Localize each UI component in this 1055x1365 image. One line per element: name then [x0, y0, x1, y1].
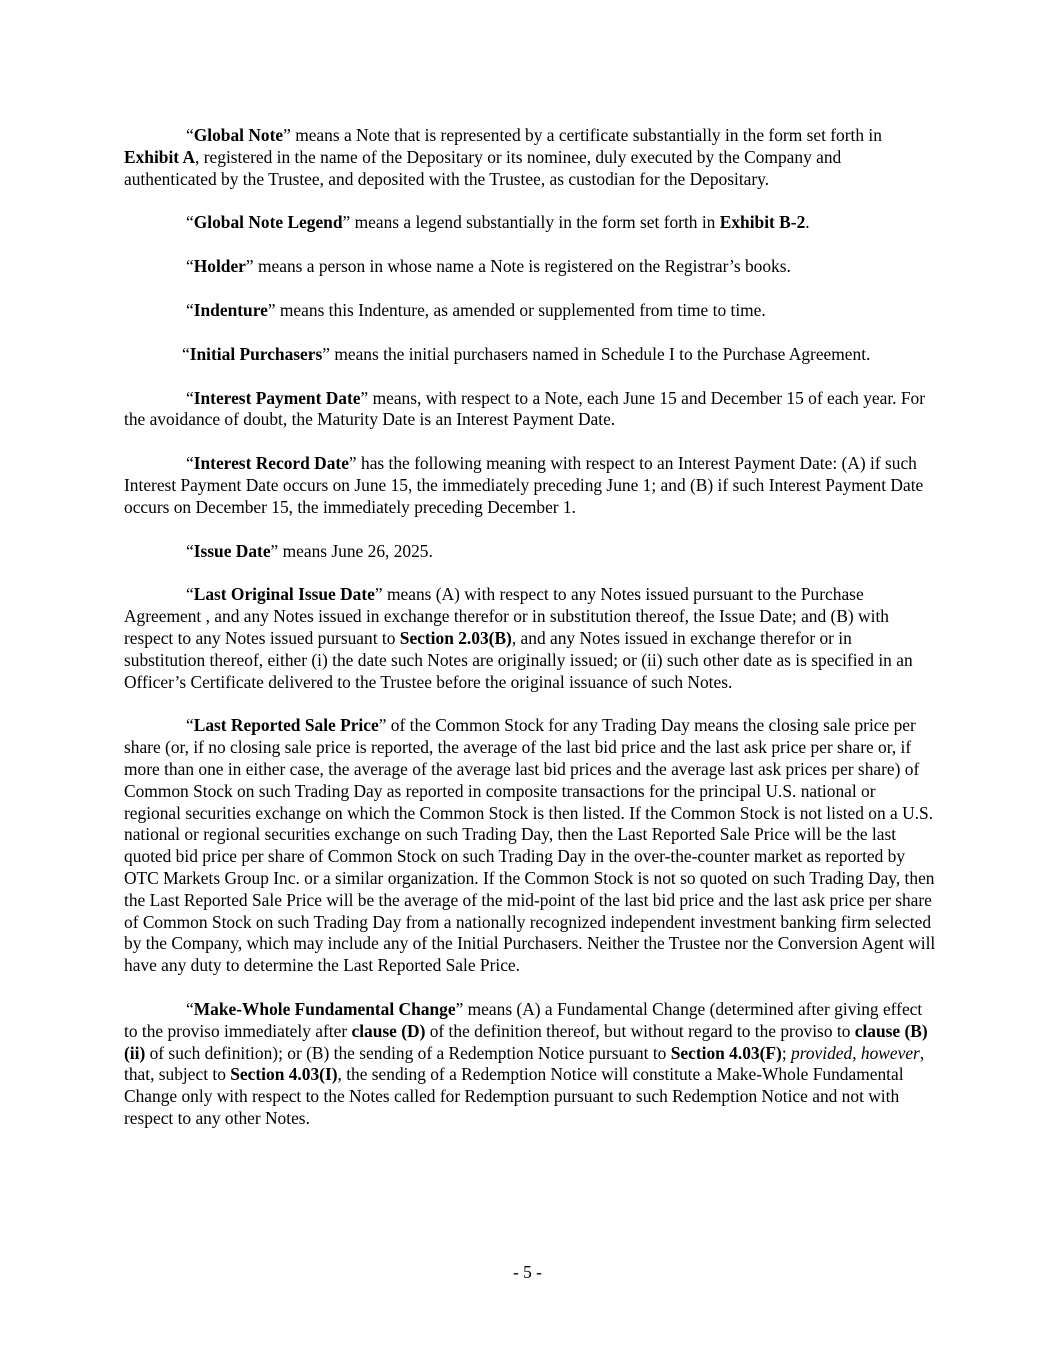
definition-issue-date: “Issue Date” means June 26, 2025.	[186, 540, 433, 561]
definition-global-note: “Global Note” means a Note that is represented by a certificate substantially in the form set forth in Exhibit A, registered in the name of the Depositary or its nominee, duly executed by the Company and authenticated by the Trustee, and deposited with the Trustee, as custodian for the Depositary.	[124, 125, 882, 189]
definition-last-original-issue-date: “Last Original Issue Date” means (A) with respect to any Notes issued pursuant to the Purchase Agreement , and any Notes issued in exchange therefor or in substitution thereof, the Issue Date; and (B) with respect to any Notes issued pursuant to Section 2.03(B), and any Notes issued in exchange therefor or in substitution thereof, either (i) the date such Notes are originally issued; or (ii) such other date as is specified in an Officer’s Certificate delivered to the Trustee before the original issuance of such Notes.	[124, 584, 913, 692]
definition-text: ;	[781, 1042, 792, 1063]
definition-text: means the initial purchasers named in Schedule I to the Purchase Agreement.	[334, 343, 871, 364]
definition-text: means a Note that is represented by a certificate substantially in the form set forth in	[295, 125, 882, 145]
cross-reference: Exhibit A	[124, 146, 196, 167]
defined-term: Indenture	[193, 299, 268, 320]
defined-term: Last Original Issue Date	[193, 584, 375, 605]
defined-term: Last Reported Sale Price	[193, 715, 379, 736]
definition-interest-record-date: “Interest Record Date” has the following meaning with respect to an Interest Payment Date: (A) if such Interest Payment Date occurs on June 15, the immediately preceding June 1; and (B) if such Interest Payment Date occurs on December 15, the immediately preceding December 1.	[124, 453, 924, 517]
definition-global-note-legend: “Global Note Legend” means a legend substantially in the form set forth in Exhibit B-2.	[186, 212, 810, 233]
definition-text: means (A) a Fundamental Change (determined after giving effect to the proviso immediately after	[124, 998, 923, 1041]
definition-initial-purchasers: “Initial Purchasers” means the initial purchasers named in Schedule I to the Purchase Agreement.	[182, 343, 871, 364]
definition-text: , registered in the name of the Depositary or its nominee, duly executed by the Company and authenticated by the Trustee, and deposited with the Trustee, as custodian for the Depositary.	[124, 146, 842, 189]
cross-reference: Exhibit B-2	[719, 212, 806, 233]
page-number: - 5 -	[513, 1262, 542, 1282]
definition-text: , and any Notes issued in exchange therefor or in substitution thereof, either (i) the date such Notes are originally issued; or (ii) such other date as is specified in an Officer’s Certificate delivered to the Trustee before the original issuance of such Notes.	[124, 627, 913, 692]
definition-text: means this Indenture, as amended or supplemented from time to time.	[279, 299, 766, 320]
document-body	[124, 125, 936, 1152]
cross-reference: Section 2.03(B)	[399, 627, 512, 648]
definition-text: of such definition); or (B) the sending of a Redemption Notice pursuant to	[145, 1042, 671, 1063]
cross-reference: Section 4.03(I)	[230, 1064, 338, 1085]
defined-term: Issue Date	[193, 540, 271, 561]
defined-term: Interest Record Date	[193, 453, 349, 474]
definition-text: means a legend substantially in the form set forth in	[354, 212, 720, 233]
defined-term: Make-Whole Fundamental Change	[193, 998, 456, 1019]
definition-text: , the sending of a Redemption Notice will constitute a Make-Whole Fundamental Change only with respect to the Notes called for Redemption pursuant to such Redemption Notice and not with respect to any other Notes.	[124, 1064, 904, 1128]
definition-text: of the definition thereof, but without regard to the proviso to	[425, 1020, 855, 1041]
definition-text: means June 26, 2025.	[282, 540, 433, 561]
definition-make-whole-fundamental-change: “Make-Whole Fundamental Change” means (A) a Fundamental Change (determined after giving effect to the proviso immediately after clause (D) of the definition thereof, but without regard to the proviso to clause (B)(ii) of such definition); or (B) the sending of a Redemption Notice pursuant to Section 4.03(F); provided, however, that, subject to Section 4.03(I), the sending of a Redemption Notice will constitute a Make-Whole Fundamental Change only with respect to the Notes called for Redemption pursuant to such Redemption Notice and not with respect to any other Notes.	[124, 998, 928, 1128]
defined-term: Global Note	[193, 125, 284, 145]
definition-text: of the Common Stock for any Trading Day means the closing sale price per share (or, if no closing sale price is reported, the average of the last bid price and the last ask price per share or, if more than one in either case, the average of the average last bid prices and the average last ask prices per share) of Common Stock on such Trading Day as reported in composite transactions for the principal U.S. national or regional securities exchange on which the Common Stock is then listed. If the Common Stock is not listed on a U.S. national or regional securities exchange on such Trading Day, then the Last Reported Sale Price will be the last quoted bid price per share of Common Stock on such Trading Day in the over-the-counter market as reported by OTC Markets Group Inc. or a similar organization. If the Common Stock is not so quoted on such Trading Day, then the Last Reported Sale Price will be the average of the mid-point of the last bid price and the last ask price per share of Common Stock on such Trading Day from a nationally recognized independent investment banking firm selected by the Company, which may include any of the Initial Purchasers. Neither the Trustee nor the Conversion Agent will have any duty to determine the Last Reported Sale Price.	[124, 715, 936, 976]
definition-indenture: “Indenture” means this Indenture, as amended or supplemented from time to time.	[186, 299, 766, 320]
defined-term: Interest Payment Date	[193, 387, 361, 408]
defined-term: Holder	[193, 256, 246, 277]
definition-text: has the following meaning with respect to an Interest Payment Date: (A) if such Interest Payment Date occurs on June 15, the immediately preceding June 1; and (B) if such Interest Payment Date occurs on December 15, the immediately preceding December 1.	[124, 453, 924, 517]
definition-text: means (A) with respect to any Notes issued pursuant to the Purchase Agreement , and any Notes issued in exchange therefor or in substitution thereof, the Issue Date; and (B) with respect to any Notes issued pursuant to	[124, 584, 889, 648]
emphasis-text: provided	[791, 1042, 853, 1063]
cross-reference: clause (B)(ii)	[124, 1020, 928, 1063]
emphasis-text: however	[860, 1042, 920, 1063]
definition-interest-payment-date: “Interest Payment Date” means, with respect to a Note, each June 15 and December 15 of each year. For the avoidance of doubt, the Maturity Date is an Interest Payment Date.	[124, 387, 926, 430]
definition-holder: “Holder” means a person in whose name a Note is registered on the Registrar’s books.	[186, 256, 791, 277]
definition-text: means, with respect to a Note, each June 15 and December 15 of each year. For the avoidance of doubt, the Maturity Date is an Interest Payment Date.	[124, 387, 926, 430]
defined-term: Initial Purchasers	[189, 343, 323, 364]
cross-reference: clause (D)	[351, 1020, 426, 1041]
definition-text: .	[805, 212, 810, 233]
cross-reference: Section 4.03(F)	[670, 1042, 782, 1063]
definition-text: ,	[852, 1042, 861, 1063]
definition-text: means a person in whose name a Note is registered on the Registrar’s books.	[257, 256, 791, 277]
defined-term: Global Note Legend	[193, 212, 343, 233]
definition-last-reported-sale-price: “Last Reported Sale Price” of the Common Stock for any Trading Day means the closing sale price per share (or, if no closing sale price is reported, the average of the last bid price and the last ask price per share or, if more than one in either case, the average of the average last bid prices and the average last ask prices per share) of Common Stock on such Trading Day as reported in composite transactions for the principal U.S. national or regional securities exchange on which the Common Stock is then listed. If the Common Stock is not listed on a U.S. national or regional securities exchange on such Trading Day, then the Last Reported Sale Price will be the last quoted bid price per share of Common Stock on such Trading Day in the over-the-counter market as reported by OTC Markets Group Inc. or a similar organization. If the Common Stock is not so quoted on such Trading Day, then the Last Reported Sale Price will be the average of the mid-point of the last bid price and the last ask price per share of Common Stock on such Trading Day from a nationally recognized independent investment banking firm selected by the Company, which may include any of the Initial Purchasers. Neither the Trustee nor the Conversion Agent will have any duty to determine the Last Reported Sale Price.	[124, 715, 936, 976]
definition-text: , that, subject to	[124, 1042, 925, 1085]
